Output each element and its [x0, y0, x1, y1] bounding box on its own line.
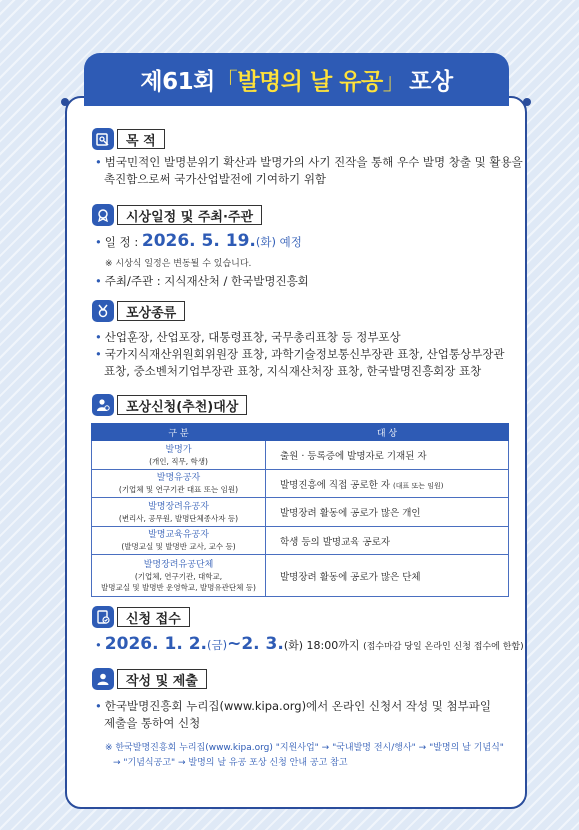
title-suffix: 포상	[409, 69, 453, 95]
person-icon	[92, 394, 114, 416]
title-bracket-left: 「	[214, 69, 238, 95]
submission-text: • 한국발명진흥회 누리집(www.kipa.org)에서 온라인 신청서 작성 및 첨부파일 제출을 통하여 신청	[95, 699, 491, 730]
table-header-category: 구 분	[92, 424, 266, 441]
section-schedule-title: 시상일정 및 주최·주관	[117, 205, 262, 225]
category-name: 발명장려유공단체	[143, 559, 214, 570]
table-row	[92, 498, 509, 527]
purpose-line-2: 촉진함으로써 국가산업발전에 기여하기 위함	[104, 172, 327, 186]
submission-line-2: 제출을 통하여 신청	[104, 716, 201, 730]
category-sub: (변리사, 공무원, 발명단체종사자 등)	[118, 513, 239, 523]
submission-note-1: ※ 한국발명진흥회 누리집(www.kipa.org) "지원사업" → "국내발명 전시/행사" → "발명의 날 기념식"	[105, 743, 504, 753]
schedule-note: ※ 시상식 일정은 변동될 수 있습니다.	[105, 259, 252, 269]
section-submission-header	[92, 668, 207, 690]
section-application-title: 신청 접수	[117, 607, 190, 627]
awards-line-3: 표창, 중소벤처기업부장관 표창, 지식재산처장 표창, 한국발명진흥회장 표창	[104, 364, 482, 378]
table-header-row	[92, 424, 509, 441]
section-purpose-header	[92, 128, 165, 150]
section-awards-title: 포상종류	[117, 301, 185, 321]
medal-icon	[92, 300, 114, 322]
table-cell-category	[92, 527, 266, 555]
schedule-date-suffix: (화) 예정	[255, 235, 302, 249]
section-purpose-title: 목 적	[117, 129, 165, 149]
table-cell-target	[266, 470, 509, 498]
title-bracket-right: 」	[382, 69, 406, 95]
table-cell-category	[92, 470, 266, 498]
table-row	[92, 470, 509, 498]
application-start-date: 2026. 1. 2.	[104, 634, 207, 654]
target-text: 발명장려 활동에 공로가 많은 개인	[280, 508, 421, 519]
title-highlight: 발명의 날 유공	[237, 69, 383, 95]
target-text-small: (대표 또는 임원)	[393, 481, 444, 490]
checklist-icon	[92, 606, 114, 628]
table-cell-target	[266, 441, 509, 470]
schedule-date-label: 일 정 :	[104, 235, 139, 249]
table-cell-category	[92, 555, 266, 597]
schedule-date-line: • 일 정 : 2026. 5. 19.(화) 예정	[95, 231, 302, 251]
application-note: (접수마감 당일 온라인 신청 접수에 한함)	[363, 642, 524, 652]
target-text: 출원 · 등록증에 발명자로 기재된 자	[280, 451, 427, 462]
section-application-header	[92, 606, 190, 628]
table-cell-target	[266, 555, 509, 597]
table-cell-category	[92, 498, 266, 527]
title-prefix: 제61회	[140, 69, 215, 95]
application-start-day: (금)	[206, 638, 228, 652]
category-name: 발명교육유공자	[148, 530, 209, 540]
category-sub: (기업체, 연구기관, 대학교,	[134, 571, 223, 581]
application-tilde: ~	[227, 634, 242, 654]
submission-line-1: 한국발명진흥회 누리집(www.kipa.org)에서 온라인 신청서 작성 및 첨부파일	[104, 699, 491, 713]
category-sub: (개인, 직무, 학생)	[149, 456, 208, 466]
category-sub: (발명교실 및 발명반 교사, 교수 등)	[121, 542, 236, 551]
awards-text: • 산업훈장, 산업포장, 대통령표창, 국무총리표창 등 정부포상 • 국가지식재산위원회위원장 표창, 과학기술정보통신부장관 표창, 산업통상부장관 표창, 중소벤처기업부장관 표창, 지식재산처장 표창, 한국발명진흥회장 표창	[95, 330, 505, 378]
category-name: 발명가	[165, 444, 192, 455]
target-text: 학생 등의 발명교육 공로자	[280, 536, 391, 548]
section-schedule-header	[92, 204, 262, 226]
category-sub: (기업체 및 연구기관 대표 또는 임원)	[118, 485, 239, 494]
target-text: 발명장려 활동에 공로가 많은 단체	[280, 571, 421, 583]
targets-table	[91, 423, 509, 597]
table-cell-target	[266, 498, 509, 527]
table-cell-target	[266, 527, 509, 555]
section-submission-title: 작성 및 제출	[117, 669, 207, 689]
table-cell-category	[92, 441, 266, 470]
category-name: 발명유공자	[156, 473, 201, 483]
page-title	[84, 53, 509, 106]
table-row	[92, 441, 509, 470]
submission-note-2: → "기념식공고" → 발명의 날 유공 포상 신청 안내 공고 참고	[113, 758, 348, 768]
card-corner-dot-right	[523, 98, 531, 106]
category-name: 발명장려유공자	[148, 501, 209, 512]
schedule-date: 2026. 5. 19.	[141, 231, 256, 251]
section-targets-title: 포상신청(추천)대상	[117, 395, 247, 415]
application-end-rest: (화) 18:00까지	[283, 639, 360, 652]
target-text: 발명진흥에 직접 공로한 자	[280, 479, 391, 491]
section-awards-header	[92, 300, 185, 322]
schedule-host: 주최/주관 : 지식재산처 / 한국발명진흥회	[104, 274, 309, 288]
schedule-host-line: • 주최/주관 : 지식재산처 / 한국발명진흥회	[95, 274, 309, 288]
table-row	[92, 555, 509, 597]
awards-line-1: 산업훈장, 산업포장, 대통령표창, 국무총리표창 등 정부포상	[104, 330, 401, 344]
application-date-line: • 2026. 1. 2.(금)~2. 3.(화) 18:00까지 (접수마감 당일 온라인 신청 접수에 한함)	[95, 634, 524, 654]
section-targets-header	[92, 394, 247, 416]
card-corner-dot-left	[61, 98, 69, 106]
badge-icon	[92, 204, 114, 226]
purpose-text: • 범국민적인 발명분위기 확산과 발명가의 사기 진작을 통해 우수 발명 창출 및 활용을 촉진함으로써 국가산업발전에 기여하기 위함	[95, 155, 523, 186]
document-icon	[92, 128, 114, 150]
application-end-date: 2. 3.	[241, 634, 284, 654]
category-sub: 발명교실 및 발명반 운영학교, 발명유관단체 등)	[101, 582, 256, 592]
purpose-line-1: 범국민적인 발명분위기 확산과 발명가의 사기 진작을 통해 우수 발명 창출 및 활용을	[104, 155, 523, 169]
awards-line-2: 국가지식재산위원회위원장 표창, 과학기술정보통신부장관 표창, 산업통상부장관	[104, 347, 505, 361]
table-row	[92, 527, 509, 555]
user-icon	[92, 668, 114, 690]
table-header-target: 대 상	[266, 424, 509, 441]
